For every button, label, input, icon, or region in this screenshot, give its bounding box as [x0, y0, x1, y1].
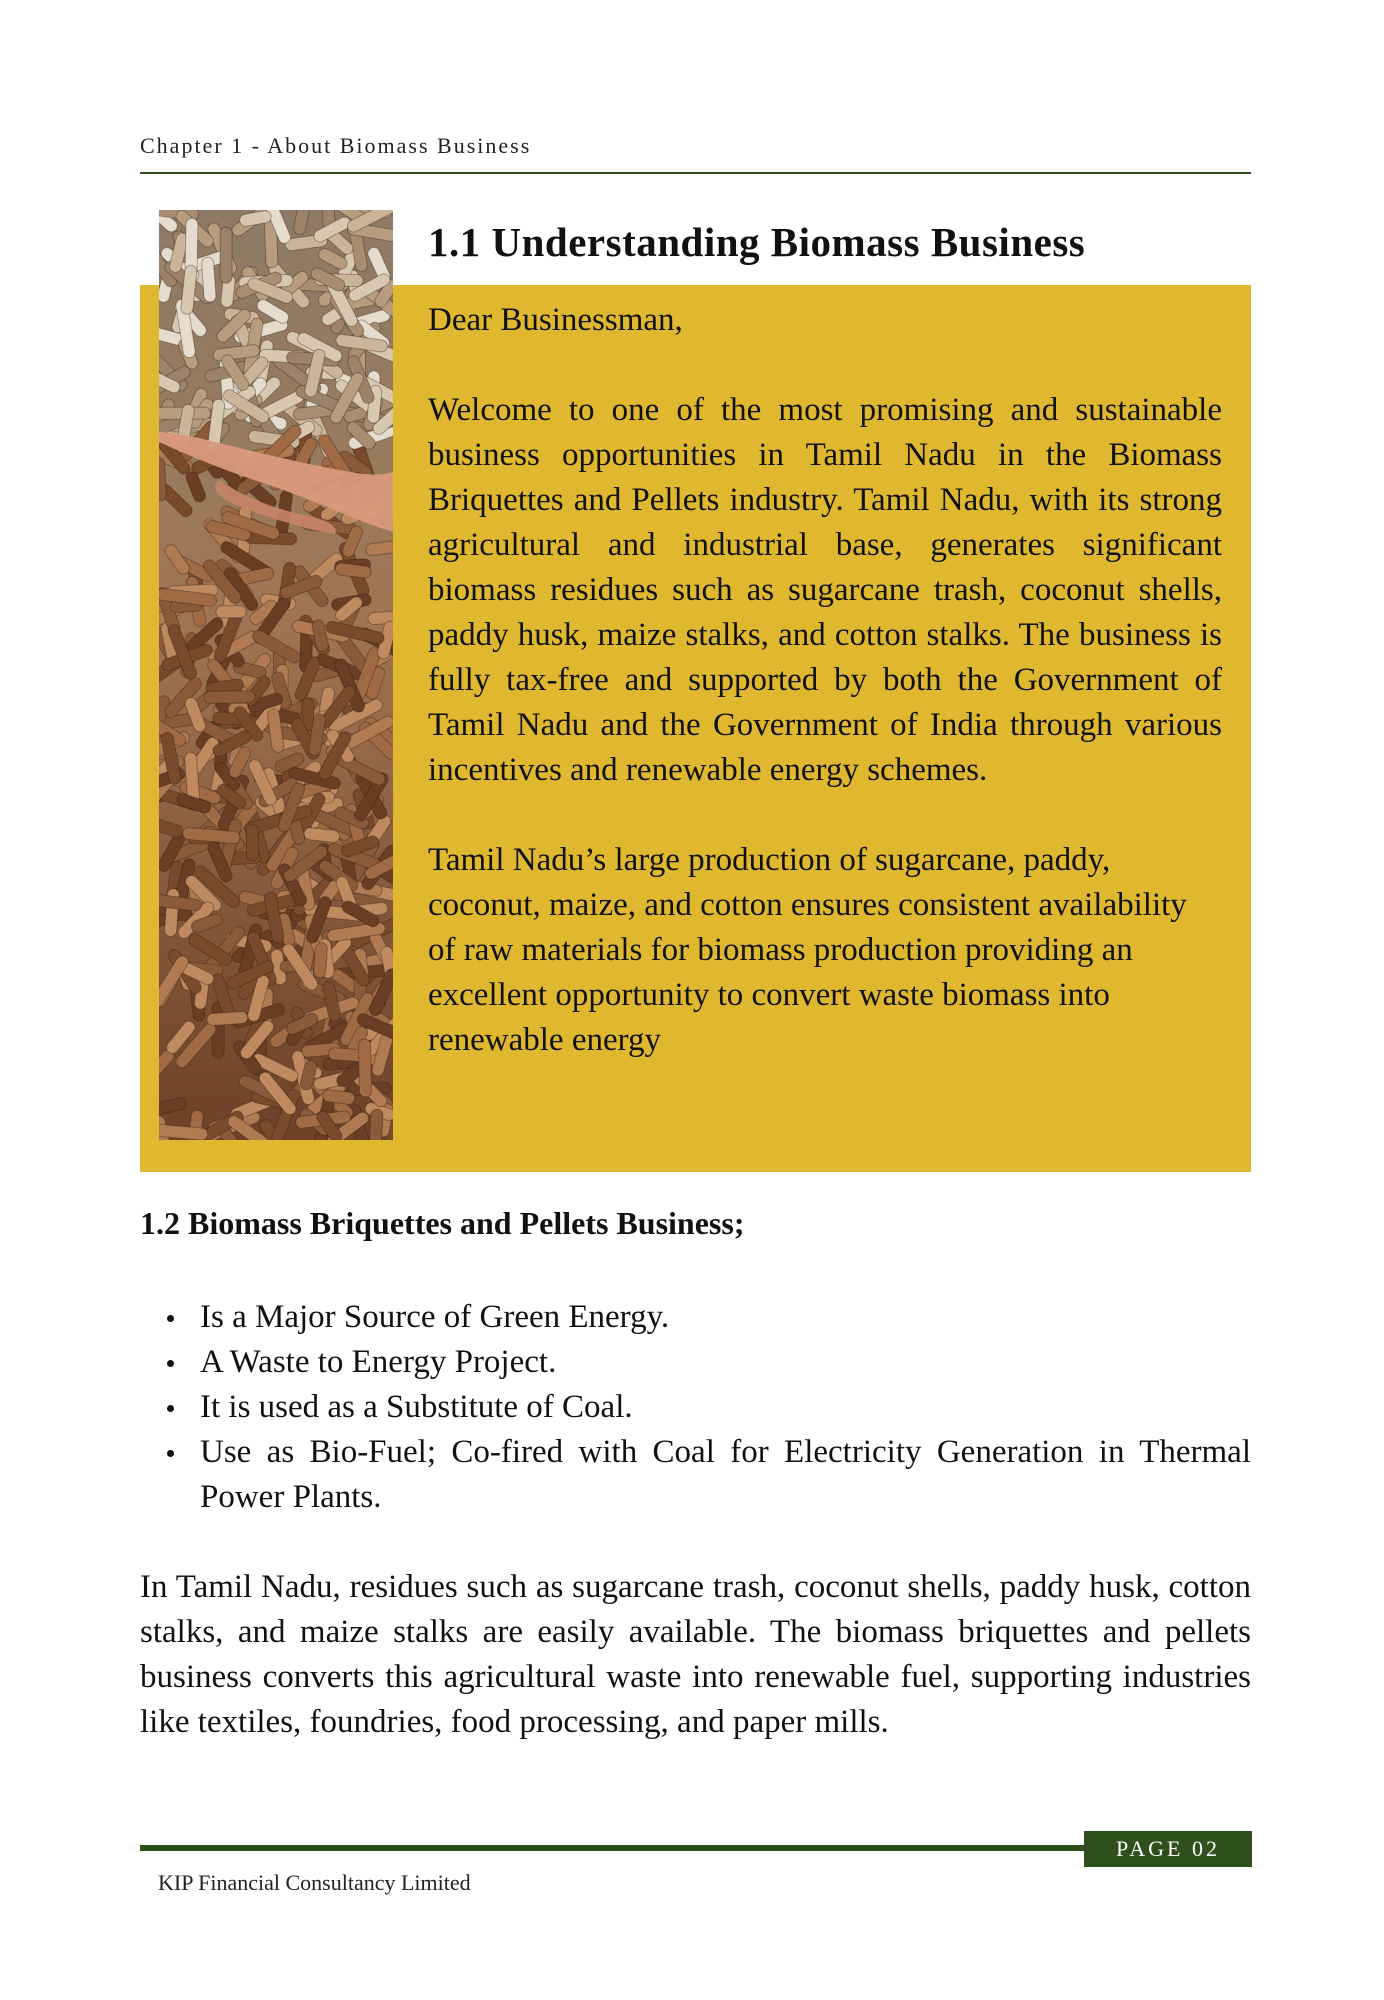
body-paragraph: In Tamil Nadu, residues such as sugarcane trash, coconut shells, paddy husk, cotton stalks, and maize stalks are easily available. The biomass briquettes and pellets business converts this agricultural waste into renewable fuel, supporting industries like textiles, foundries, food processing, and paper mills.	[140, 1569, 1251, 1740]
intro-paragraph-2: Tamil Nadu’s large production of sugarcane, paddy, coconut, maize, and cotton ensures consistent availability of raw materials for biomass production providing an excellent opportunity to convert waste biomass into renewable energy	[428, 842, 1187, 1058]
section-title-1-2: 1.2 Biomass Briquettes and Pellets Business;	[140, 1205, 745, 1241]
footer-divider	[140, 1845, 1090, 1851]
list-item: Is a Major Source of Green Energy.	[140, 1295, 1251, 1340]
list-item: A Waste to Energy Project.	[140, 1340, 1251, 1385]
intro-paragraph-1: Welcome to one of the most promising and sustainable business opportunities in Tamil Nadu in the Biomass Briquettes and Pellets industry. Tamil Nadu, with its strong agricultural and industrial base, generates significant biomass residues such as sugarcane trash, coconut shells, paddy husk, maize stalks, and cotton stalks. The business is fully tax-free and supported by both the Government of Tamil Nadu and the Government of India through various incentives and renewable energy schemes.	[428, 392, 1222, 788]
biomass-pellets-photo	[159, 210, 393, 1140]
section-title-1-1: 1.1 Understanding Biomass Business	[428, 219, 1086, 265]
list-item: Use as Bio-Fuel; Co-fired with Coal for Electricity Generation in Thermal Power Plants.	[140, 1430, 1251, 1520]
greeting: Dear Businessman,	[428, 302, 683, 338]
list-item: It is used as a Substitute of Coal.	[140, 1385, 1251, 1430]
footer-company-name: KIP Financial Consultancy Limited	[158, 1870, 471, 1895]
chapter-header: Chapter 1 - About Biomass Business	[140, 133, 532, 158]
page-number-badge: PAGE 02	[1084, 1831, 1252, 1867]
header-divider	[140, 172, 1251, 174]
intro-text-block	[428, 298, 1222, 1063]
benefits-list	[140, 1295, 1251, 1520]
